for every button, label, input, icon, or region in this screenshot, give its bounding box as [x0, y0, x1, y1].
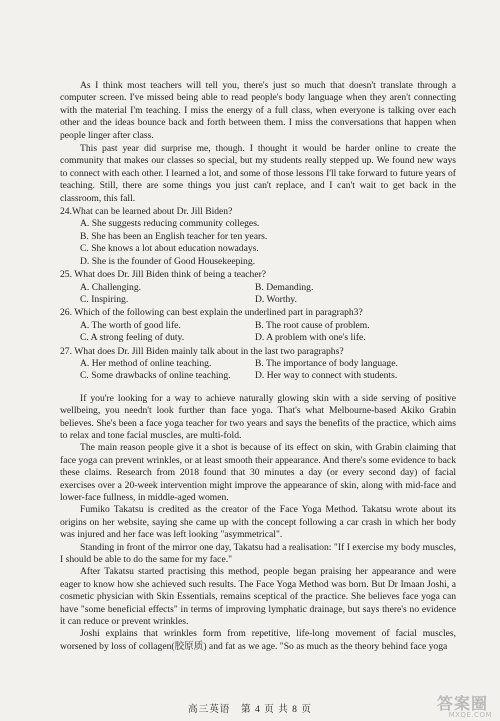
question-stem: 26. Which of the following can best explain the underlined part in paragraph3? — [60, 307, 363, 319]
option-a: A. She suggests reducing community colleges. — [80, 218, 260, 230]
passage-paragraph: If you're looking for a way to achieve naturally glowing skin with a side serving of positive wellbeing, you needn't look further than face yoga. That's what Melbourne-based Akiko Grabin believes. She's been a face yoga teacher for two years and says the benefits of the practice, which aims to relax and tone facial muscles, are multi-fold. — [60, 392, 456, 441]
option-a: A. Her method of online teaching. — [80, 357, 212, 369]
page-footer: 高三英语 第 4 页 共 8 页 — [188, 704, 312, 715]
option-c: C. A strong feeling of duty. — [80, 332, 185, 344]
option-c: C. Some drawbacks of online teaching. — [80, 370, 231, 382]
watermark-text: 答案圈 — [436, 694, 488, 713]
option-a: A. Challenging. — [80, 281, 142, 293]
passage-paragraph: The main reason people give it a shot is because of its effect on skin, with Grabin claiming that face yoga can prevent wrinkles, or at least smooth their appearance. And there's some evidence to back these claims. Research from 2018 found that 30 minutes a day (or every second day) of facial exercises over a 20-week intervention might improve the appearance of skin, along with mid-face and lower-face fullness, in middle-aged women. — [60, 442, 456, 503]
question-25 — [60, 269, 456, 306]
question-stem: 27. What does Dr. Jill Biden mainly talk about in the last two paragraphs? — [60, 345, 344, 357]
option-b: B. The importance of body language. — [255, 357, 398, 369]
option-d: D. Her way to connect with students. — [255, 370, 398, 382]
option-b: B. The root cause of problem. — [255, 319, 370, 331]
option-b: B. She has been an English teacher for ten years. — [80, 230, 268, 242]
question-26 — [60, 307, 456, 344]
option-d: D. She is the founder of Good Housekeeping. — [80, 255, 256, 267]
option-grid — [60, 358, 456, 383]
option-b: B. Demanding. — [255, 281, 314, 293]
passage-paragraph: Fumiko Takatsu is credited as the creator of the Face Yoga Method. Takatsu wrote about its origins on her website, saying she came up with the concept following a car crash in which her body was injured and her face was left looking "asymmetrical". — [60, 504, 456, 541]
passage-d — [60, 393, 456, 654]
watermark-logo — [412, 691, 494, 719]
passage-paragraph: Standing in front of the mirror one day, Takatsu had a realisation: "If I exercise my body muscles, I should be able to do the same for my face." — [60, 541, 456, 566]
passage-paragraph: After Takatsu started practising this method, people began praising her appearance and were eager to know how she achieved such results. The Face Yoga Method was born. But Dr Imaan Joshi, a cosmetic physician with Skin Essentials, remains sceptical of the practice. She believes face yoga can have "some beneficial effects" in terms of improving lymphatic drainage, but says there's no evidence it can reduce or prevent wrinkles. — [60, 566, 456, 628]
passage-paragraph: This past year did surprise me, though. I thought it would be harder online to create the community that makes our classes so special, but my students really stepped up. We found new ways to connect with each other. I learned a lot, and some of those lessons I'll take forward to future years of teaching. Still, there are some things you just can't replace, and I can't wait to get back in the classroom, this fall. — [60, 143, 456, 204]
option-c: C. She knows a lot about education nowadays. — [80, 243, 259, 255]
question-27 — [60, 346, 456, 383]
option-grid — [60, 282, 456, 307]
option-d: D. Worthy. — [255, 293, 297, 305]
question-stem: 24.What can be learned about Dr. Jill Biden? — [60, 206, 233, 218]
option-d: D. A problem with one's life. — [255, 332, 366, 344]
option-grid — [60, 320, 456, 345]
passage-paragraph: As I think most teachers will tell you, there's just so much that doesn't translate through a computer screen. I've missed being able to read people's body language when they aren't connecting with the material I'm teaching. I miss the energy of a full class, when everyone is talking over each other and the ideas bounce back and forth between them. I miss the conversations that happen when people linger after class. — [60, 80, 456, 141]
passage-paragraph: Joshi explains that wrinkles form from repetitive, life-long movement of facial muscles, worsened by loss of collagen(胶原质) and fat as we age. "So as much as the theory behind face yoga — [60, 628, 456, 652]
question-stem: 25. What does Dr. Jill Biden think of being a teacher? — [60, 269, 267, 281]
question-24 — [60, 206, 456, 268]
watermark-url: MXQE.COM — [448, 711, 492, 719]
option-c: C. Inspiring. — [80, 293, 129, 305]
option-a: A. The worth of good life. — [80, 319, 181, 331]
